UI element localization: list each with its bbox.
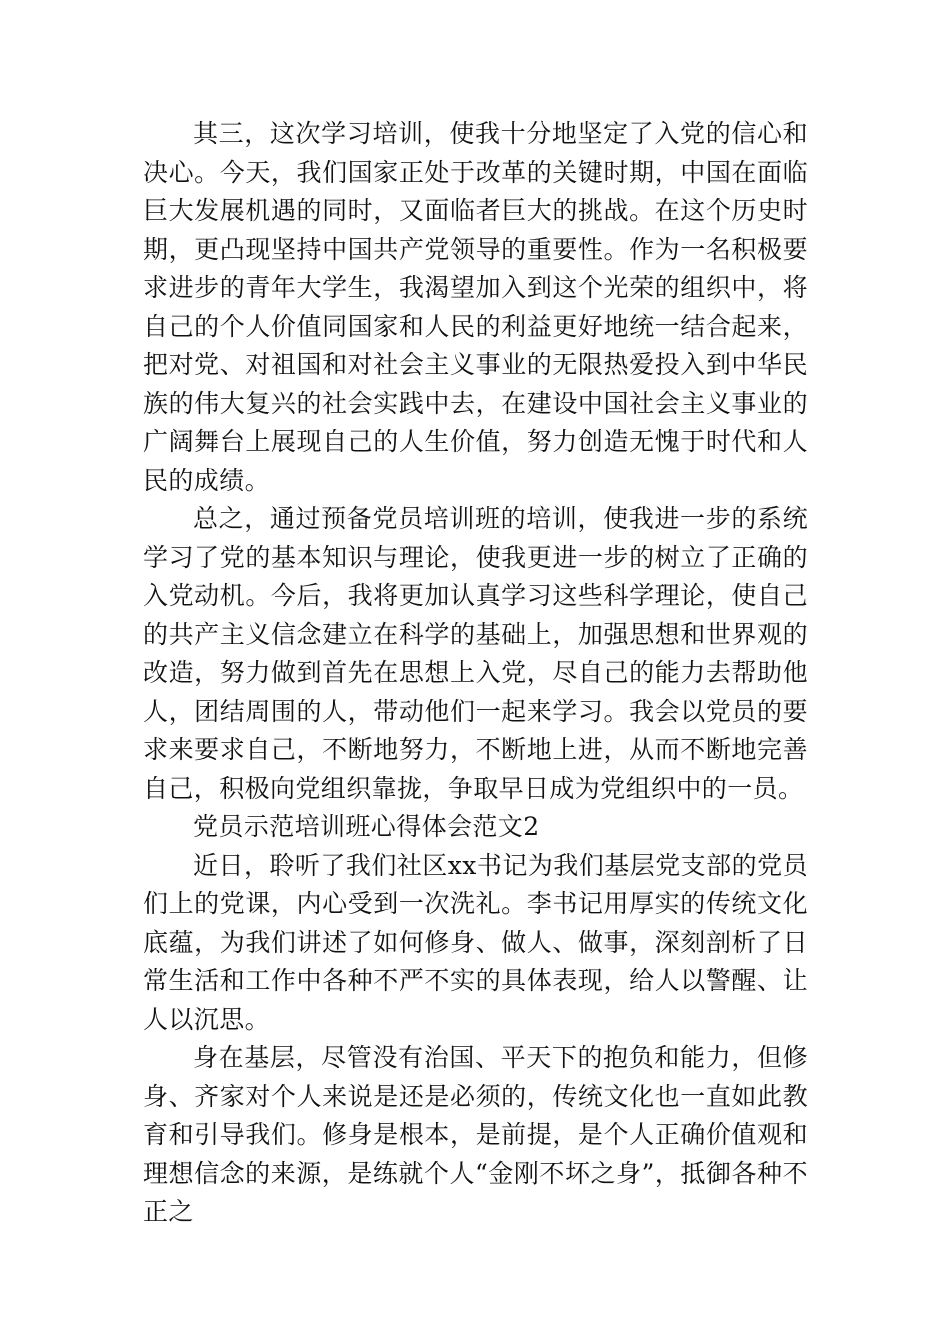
paragraph-party-lesson: 近日，聆听了我们社区xx书记为我们基层党支部的党员们上的党课，内心受到一次洗礼。李书记用厚实的传统文化底蕴，为我们讲述了如何修身、做人、做事，深刻剖析了日常生活和工作中各种不严不实的具体表现，给人以警醒、让人以沉思。 (143, 850, 808, 1034)
paragraph-third-point: 其三，这次学习培训，使我十分地坚定了入党的信心和决心。今天，我们国家正处于改革的关键时期，中国在面临巨大发展机遇的同时，又面临者巨大的挑战。在这个历史时期，更凸现坚持中国共产党领导的重要性。作为一名积极要求进步的青年大学生，我渴望加入到这个光荣的组织中，将自己的个人价值同国家和人民的利益更好地统一结合起来，把对党、对祖国和对社会主义事业的无限热爱投入到中华民族的伟大复兴的社会实践中去，在建设中国社会主义事业的广阔舞台上展现自己的人生价值，努力创造无愧于时代和人民的成绩。 (143, 119, 808, 495)
document-page (143, 115, 808, 1232)
paragraph-conclusion: 总之，通过预备党员培训班的培训，使我进一步的系统学习了党的基本知识与理论，使我更进一步的树立了正确的入党动机。今后，我将更加认真学习这些科学理论，使自己的共产主义信念建立在科学的基础上，加强思想和世界观的改造，努力做到首先在思想上入党，尽自己的能力去帮助他人，团结周围的人，带动他们一起来学习。我会以党员的要求来要求自己，不断地努力，不断地上进，从而不断地完善自己，积极向党组织靠拢，争取早日成为党组织中的一员。 (143, 504, 808, 803)
paragraph-self-cultivation: 身在基层，尽管没有治国、平天下的抱负和能力，但修身、齐家对个人来说是还是必须的，传统文化也一直如此教育和引导我们。修身是根本，是前提，是个人正确价值观和理想信念的来源，是练就个人“金刚不坏之身”，抵御各种不正之 (143, 1043, 808, 1226)
section-heading: 党员示范培训班心得体会范文2 (193, 812, 540, 841)
